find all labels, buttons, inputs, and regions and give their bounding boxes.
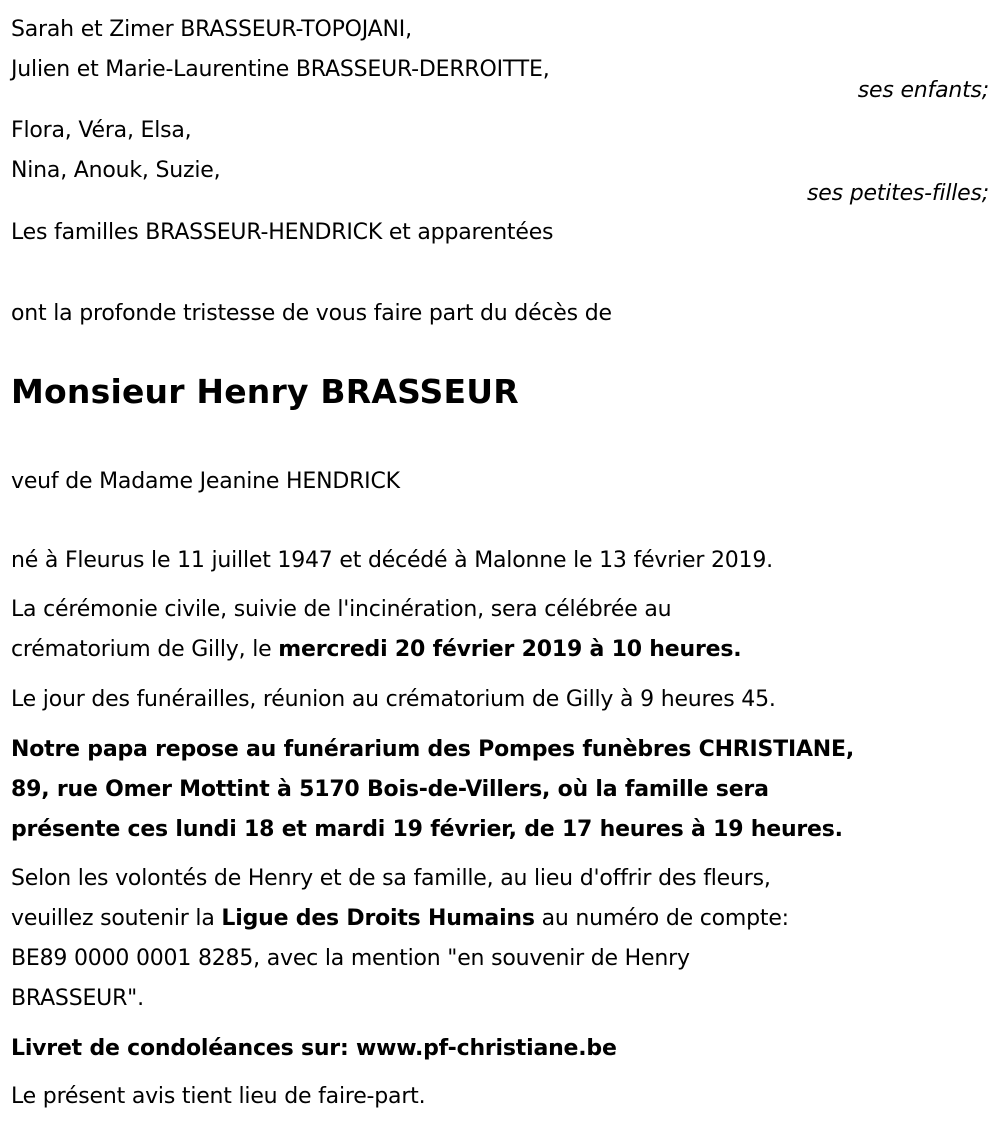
ceremony-text: crématorium de Gilly, le	[11, 637, 279, 662]
charity-name: Ligue des Droits Humains	[221, 906, 535, 931]
ceremony-line-2	[11, 630, 741, 670]
donation-text: veuillez soutenir la	[11, 906, 222, 931]
visitation-line-3: présente ces lundi 18 et mardi 19 février, de 17 heures à 19 heures.	[11, 817, 843, 842]
visitation-line-2: 89, rue Omer Mottint à 5170 Bois-de-Villers, où la famille sera	[11, 777, 769, 802]
condolences-label: Livret de condoléances sur:	[11, 1036, 357, 1061]
intro-line: ont la profonde tristesse de vous faire part du décès de	[11, 301, 612, 326]
families-line: Les familles BRASSEUR-HENDRICK et apparentées	[11, 220, 554, 245]
ceremony-line-1: La cérémonie civile, suivie de l'incinération, sera célébrée au	[11, 597, 672, 622]
visitation-line-1: Notre papa repose au funérarium des Pompes funèbres CHRISTIANE,	[11, 737, 854, 762]
donation-text-suffix: au numéro de compte:	[534, 906, 789, 931]
grandchildren-line-2: Nina, Anouk, Suzie,	[11, 158, 221, 183]
donation-line-3: BE89 0000 0001 8285, avec la mention "en souvenir de Henry	[11, 946, 690, 971]
condolences-link[interactable]: www.pf-christiane.be	[356, 1036, 617, 1061]
children-role: ses enfants;	[857, 78, 989, 103]
ceremony-datetime: mercredi 20 février 2019 à 10 heures.	[278, 637, 742, 662]
birth-death-line: né à Fleurus le 11 juillet 1947 et décédé à Malonne le 13 février 2019.	[11, 548, 773, 573]
donation-line-2	[11, 899, 789, 939]
donation-line-4: BRASSEUR".	[11, 986, 144, 1011]
widower-line: veuf de Madame Jeanine HENDRICK	[11, 469, 400, 494]
children-line-1: Sarah et Zimer BRASSEUR-TOPOJANI,	[11, 17, 412, 42]
closing-line: Le présent avis tient lieu de faire-part.	[11, 1084, 426, 1109]
grandchildren-line-1: Flora, Véra, Elsa,	[11, 118, 192, 143]
deceased-name: Monsieur Henry BRASSEUR	[11, 372, 519, 411]
children-line-2: Julien et Marie-Laurentine BRASSEUR-DERROITTE,	[11, 57, 550, 82]
meeting-line: Le jour des funérailles, réunion au crématorium de Gilly à 9 heures 45.	[11, 687, 776, 712]
grandchildren-role: ses petites-filles;	[807, 181, 989, 206]
condolences-line	[11, 1029, 617, 1069]
donation-line-1: Selon les volontés de Henry et de sa famille, au lieu d'offrir des fleurs,	[11, 866, 771, 891]
